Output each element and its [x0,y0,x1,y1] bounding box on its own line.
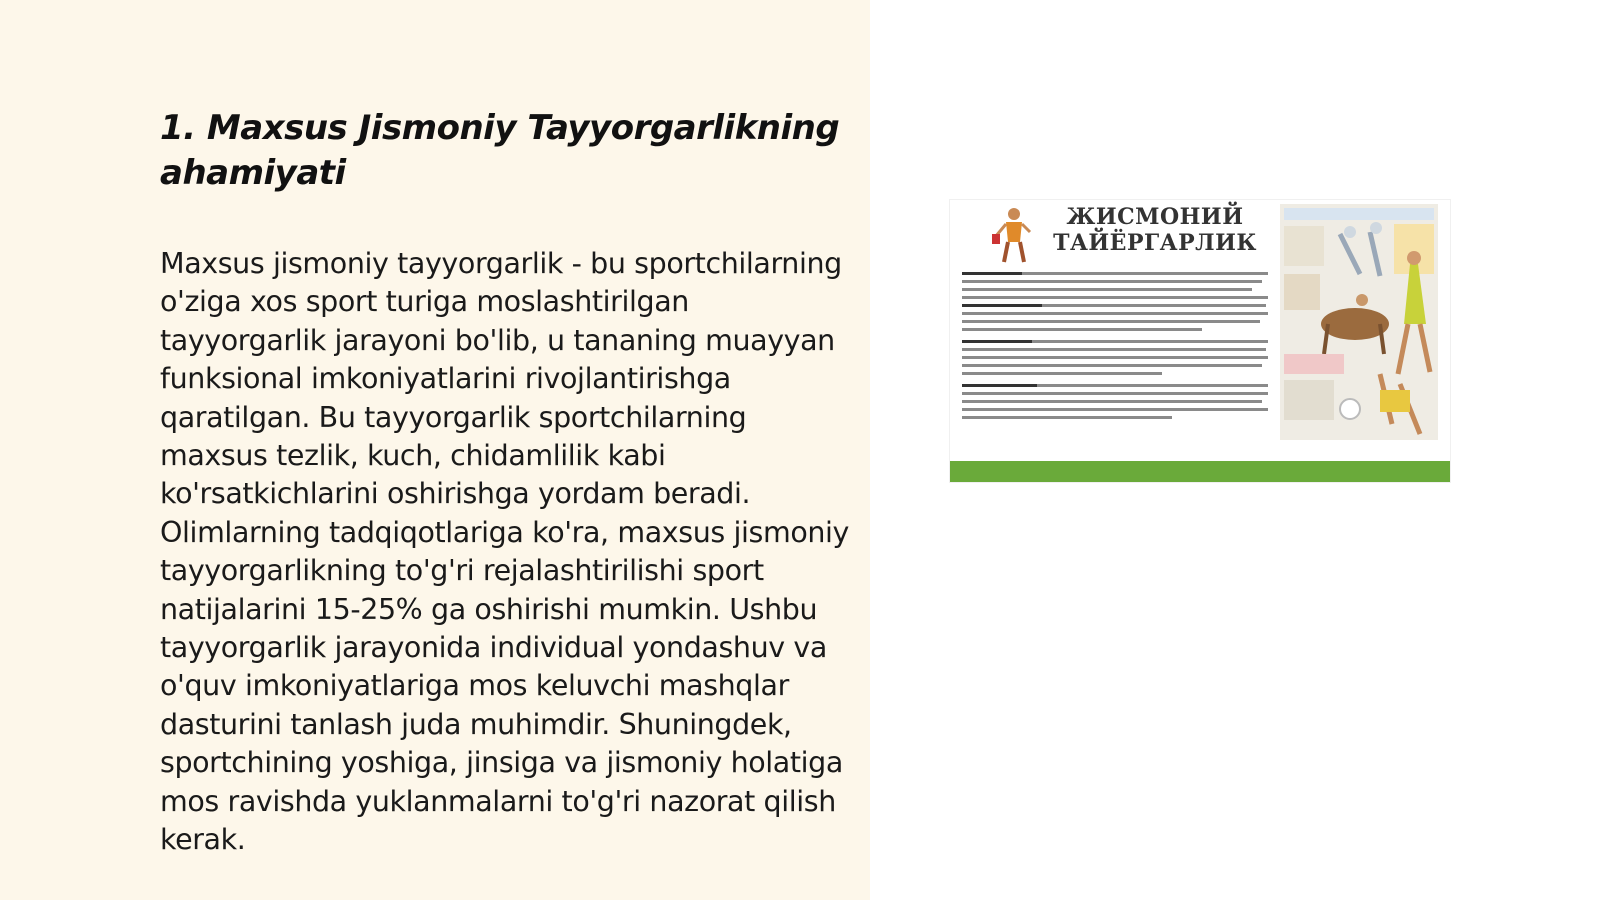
poster-image [950,200,1450,482]
slide-body-text: Maxsus jismoniy tayyorgarlik - bu sportchilarning o'ziga xos sport turiga moslashtirilgan tayyorgarlik jarayoni bo'lib, u tananing muayyan funksional imkoniyatlarini rivojlantirishga qaratilgan. Bu tayyorgarlik sportchilarning maxsus tezlik, kuch, chidamlilik kabi ko'rsatkichlarini oshirishga yordam beradi. Olimlarning tadqiqotlariga ko'ra, maxsus jismoniy tayyorgarlikning to'g'ri rejalashtirilishi sport natijalarini 15-25% ga oshirishi mumkin. Ushbu tayyorgarlik jarayonida individual yondashuv va o'quv imkoniyatlariga mos keluvchi mashqlar dasturini tanlash juda muhimdir. Shuningdek, sportchining yoshiga, jinsiga va jismoniy holatiga mos ravishda yuklanmalarni to'g'ri nazorat qilish kerak. [160,247,850,857]
poster-accent-bar [950,461,1450,482]
poster-heading [1050,204,1260,256]
poster-heading-line2: ТАЙЁРГАРЛИК [1053,230,1257,256]
slide-title: 1. Maxsus Jismoniy Tayyorgarlikning ahamiyati [160,108,840,193]
poster-heading-line1: ЖИСМОНИЙ [1066,204,1244,230]
athlete-figure-icon [990,206,1034,266]
sports-collage-image [1280,204,1438,440]
poster-text-block [962,270,1268,430]
